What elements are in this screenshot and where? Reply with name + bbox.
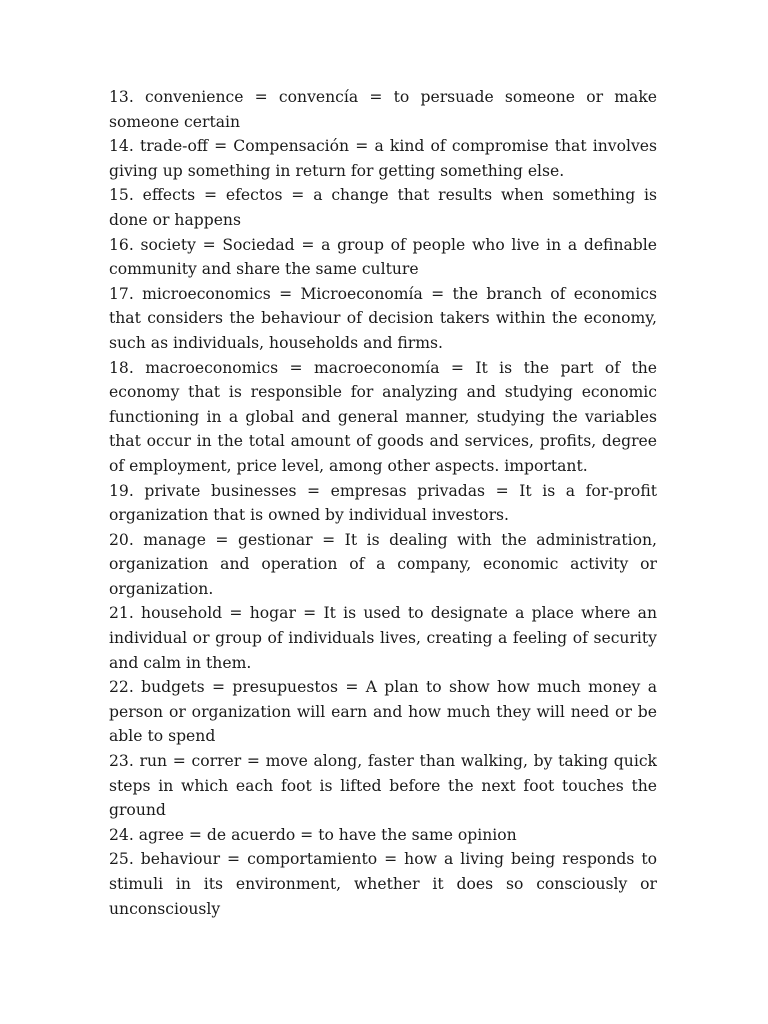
glossary-entry-16: 16. society = Sociedad = a group of people who live in a definable community and share the same culture <box>109 235 657 279</box>
glossary-entry-18: 18. macroeconomics = macroeconomía = It is the part of the economy that is responsible for analyzing and studying economic functioning in a global and general manner, studying the variables that occur in the total amount of goods and services, profits, degree of employment, price level, among other aspects. important. <box>109 358 657 475</box>
document-body <box>109 85 657 921</box>
glossary-entry-20: 20. manage = gestionar = It is dealing with the administration, organization and operation of a company, economic activity or organization. <box>109 530 657 598</box>
glossary-entry-14: 14. trade-off = Compensación = a kind of compromise that involves giving up something in return for getting something else. <box>109 137 657 180</box>
glossary-entry-13: 13. convenience = convencía = to persuade someone or make someone certain <box>109 88 657 131</box>
glossary-entry-19: 19. private businesses = empresas privadas = It is a for-profit organization that is owned by individual investors. <box>109 481 657 525</box>
glossary-entry-21: 21. household = hogar = It is used to designate a place where an individual or group of individuals lives, creating a feeling of security and calm in them. <box>109 604 657 672</box>
glossary-entry-23: 23. run = correr = move along, faster than walking, by taking quick steps in which each foot is lifted before the next foot touches the ground <box>109 752 657 820</box>
glossary-entry-17: 17. microeconomics = Microeconomía = the branch of economics that considers the behaviour of decision takers within the economy, such as individuals, households and firms. <box>109 284 657 352</box>
glossary-entry-15: 15. effects = efectos = a change that results when something is done or happens <box>109 186 657 229</box>
glossary-entry-24: 24. agree = de acuerdo = to have the same opinion <box>109 825 517 844</box>
glossary-entry-25: 25. behaviour = comportamiento = how a living being responds to stimuli in its environment, whether it does so consciously or unconsciously <box>109 850 657 918</box>
glossary-entry-22: 22. budgets = presupuestos = A plan to show how much money a person or organization will earn and how much they will need or be able to spend <box>109 678 657 746</box>
